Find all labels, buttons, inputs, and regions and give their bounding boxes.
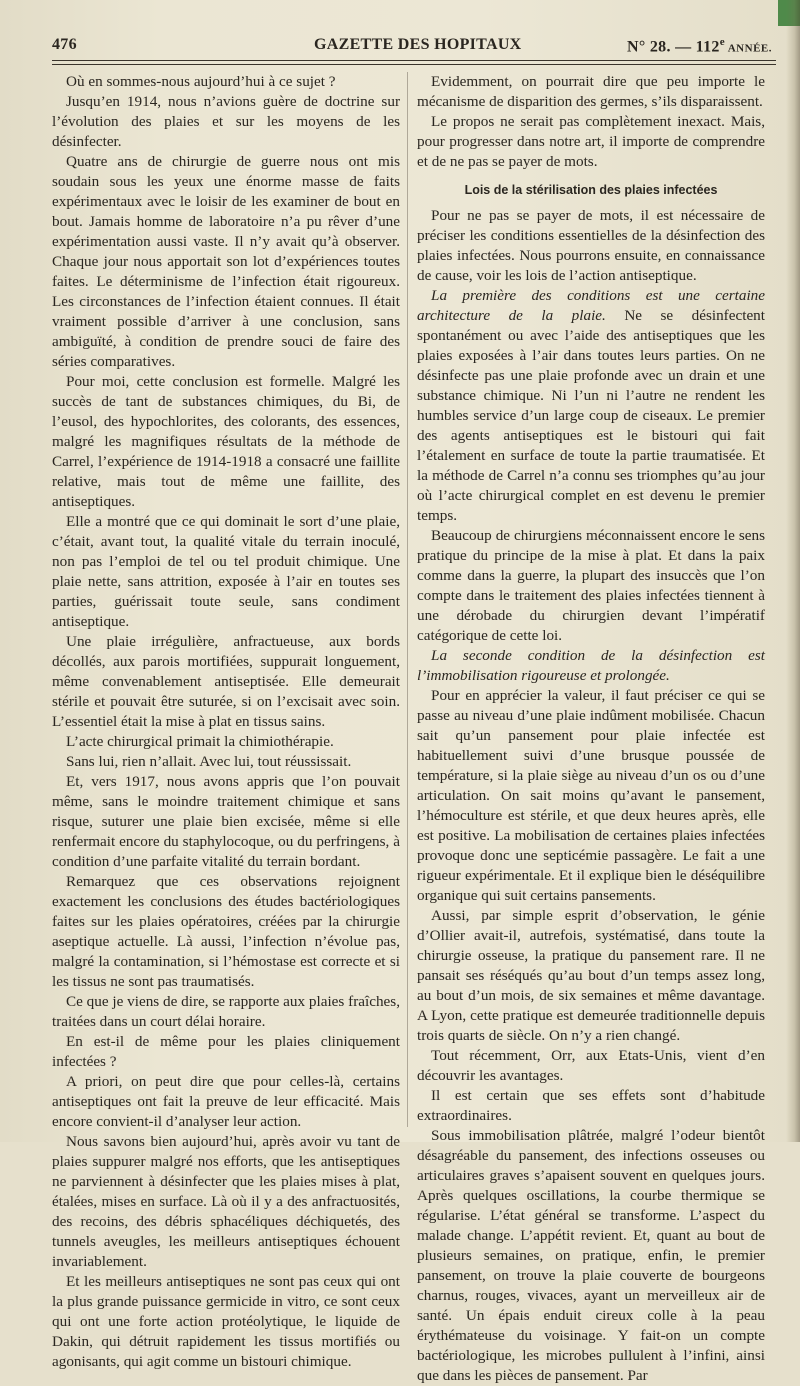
italic-emphasis: La première des conditions est une certaine architecture de la plaie. [417,287,765,324]
italic-emphasis: La seconde condition de la désinfection est l’immobilisation rigoureuse et prolongée. [417,647,765,684]
paragraph: Et les meilleurs antiseptiques ne sont pas ceux qui ont la plus grande puissance germicide in vitro, ce sont ceux qui ont une forte action protéolytique, le liquide de Dakin, qui détruit rapidement les tissus mortifiés ou agonisants, qui agit comme un bistouri chimique. [52,1273,400,1370]
issue-number [627,36,772,56]
paragraph: Elle a montré que ce qui dominait le sort d’une plaie, c’était, avant tout, la qualité vitale du terrain inoculé, non pas l’emploi de tel ou tel produit chimique. Une plaie nette, sans attrition, exposée à l’air en toutes ses parties, guérissait toute seule, sans condiment antiseptique. [52,513,400,630]
right-column [417,72,765,1386]
paragraph [417,286,765,526]
paragraph: Où en sommes-nous aujourd’hui à ce sujet ? [66,73,336,90]
paragraph: Jusqu’en 1914, nous n’avions guère de doctrine sur l’évolution des plaies et sur les moyens de les désinfecter. [52,93,400,150]
left-column [52,72,400,1372]
column-divider [407,72,408,1127]
header-rule-thick [52,60,776,61]
page-edge-shadow [786,0,800,1142]
paragraph: Remarquez que ces observations rejoignent exactement les conclusions des études bactériologiques faites sur les plaies opératoires, créées par la chirurgie aseptique actuelle. Là aussi, l’infection n’évolue pas, malgré la contamination, si l’hémostase est correcte et si les tissus ne sont pas traumatisés. [52,873,400,990]
paragraph: Une plaie irrégulière, anfractueuse, aux bords décollés, aux parois mortifiées, suppurait longuement, même convenablement antiseptisée. Elle demeurait stérile et pouvait être suturée, si on l’excisait avec soin. L’essentiel était la mise à plat en tissus sains. [52,633,400,730]
issue-year-label: ANNÉE. [725,42,772,55]
paragraph: En est-il de même pour les plaies cliniquement infectées ? [52,1033,400,1070]
paragraph: Et, vers 1917, nous avons appris que l’on pouvait même, sans le moindre traitement chimique et sans risque, suturer une plaie bien excisée, même si elle renfermait encore du staphylocoque, ou du perfringens, à condition d’une parfaite vitalité du terrain bordant. [52,773,400,870]
running-header [52,36,772,60]
paragraph: L’acte chirurgical primait la chimiothérapie. [66,733,334,750]
paragraph: Quatre ans de chirurgie de guerre nous ont mis soudain sous les yeux une énorme masse de faits expérimentaux avec le loisir de les examiner de bout en bout. Jamais homme de laboratoire n’a pu rêver d’une expérimentation aussi vaste. Il n’y avait qu’à observer. Chaque jour nous apportait son lot d’expériences toutes faites. Le déterminisme de l’infection était rigoureux. Les circonstances de l’infection étaient connues. Il était vraiment possible d’arriver à une conclusion, sans ambiguïté, à condition de prendre souci de faire des séries comparatives. [52,153,400,370]
paragraph: Beaucoup de chirurgiens méconnaissent encore le sens pratique du principe de la mise à plat. Et dans la paix comme dans la guerre, la plupart des insuccès que l’on compte dans le traitement des plaies infectées tiennent à une dérobade du chirurgien devant l’impératif catégorique de cette loi. [417,527,765,644]
paragraph [417,646,765,686]
paragraph: Le propos ne serait pas complètement inexact. Mais, pour progresser dans notre art, il importe de comprendre et de ne pas se payer de mots. [417,113,765,170]
paragraph: Sous immobilisation plâtrée, malgré l’odeur bientôt désagréable du pansement, des infections osseuses ou articulaires graves s’apaisent souvent en quelques jours. Après quelques oscillations, la courbe thermique se régularise. L’état général se transforme. L’aspect du malade change. L’appétit revient. Et, quant au bout de plusieurs semaines, on pratique, enfin, le premier pansement, on trouve la plaie couverte de bourgeons charnus, rouges, vivaces, ayant un merveilleux air de santé. Un épais enduit cireux colle à la peau érythémateuse du voisinage. Y fait-on un compte bactériologique, les microbes pullulent à l’infini, ainsi que dans les pièces de pansement. Par [417,1127,765,1384]
issue-number-suffix: e [719,36,726,48]
paragraph: Ce que je viens de dire, se rapporte aux plaies fraîches, traitées dans un court délai horaire. [52,993,400,1030]
paragraph: Sans lui, rien n’allait. Avec lui, tout réussissait. [66,753,352,770]
paragraph-text: Ne se désinfectent spontanément ou avec l’aide des antiseptiques que les plaies exposées à l’air dans toutes leurs parties. On ne désinfecte pas une plaie profonde avec un drain et une substance chimique. Ni l’un ni l’autre ne rendent les humbles service d’un large coup de ciseaux. Le premier des agents antiseptiques est le bistouri qui fait l’étalement en surface de toute la partie traumatisée. Et la méthode de Carrel n’a connu ses triomphes qu’au jour où l’acte chirurgical complet en est devenu le premier temps. [417,307,765,524]
paragraph: Pour moi, cette conclusion est formelle. Malgré les succès de tant de substances chimiques, du Bi, de l’eusol, des hypochlorites, des colorants, des essences, malgré les magnifiques résultats de la méthode de Carrel, l’expérience de 1914-1918 a consacré une faillite relative, mais tout de même une faillite, des antiseptiques. [52,373,400,510]
paragraph: Tout récemment, Orr, aux Etats-Unis, vient d’en découvrir les avantages. [417,1047,765,1084]
paragraph: Il est certain que ses effets sont d’habitude extraordinaires. [417,1087,765,1124]
section-heading: Lois de la stérilisation des plaies infectées [464,183,718,197]
paragraph: A priori, on peut dire que pour celles-là, certains antiseptiques ont fait la preuve de leur efficacité. Mais encore convient-il d’analyser leur action. [52,1073,400,1130]
paragraph: Pour ne pas se payer de mots, il est nécessaire de préciser les conditions essentielles de la désinfection des plaies infectées. Nous pourrons ensuite, en connaissance de cause, voir les lois de l’action antiseptique. [417,207,765,284]
journal-title: GAZETTE DES HOPITAUX [314,36,522,53]
paragraph: Nous savons bien aujourd’hui, après avoir vu tant de plaies suppurer malgré nos efforts, que les antiseptiques ne parviennent à désinfecter que les plaies mises à plat, étalées, mises en surface. Là où il y a des anfractuosités, des recoins, des débris sphacéliques déchiquetés, des tunnels aveugles, les meilleurs antiseptiques échouent invariablement. [52,1133,400,1270]
page-number: 476 [52,36,77,53]
issue-number-main: N° 28. — 112 [627,38,720,56]
paragraph: Pour en apprécier la valeur, il faut préciser ce qui se passe au niveau d’une plaie indûment mobilisée. Chacun sait qu’un pansement pour plaie infectée est habituellement suivi d’une brusque poussée de température, si la plaie siège au niveau d’un os ou d’une articulation. On sait moins qu’avant le pansement, l’hémoculture est stérile, et que deux heures après, elle est positive. La mobilisation de certaines plaies infectées provoque donc une septicémie passagère. Le fait a une rigueur expérimentale. Et il explique bien le déséquilibre organique qui suit certains pansements. [417,687,765,904]
paragraph: Aussi, par simple esprit d’observation, le génie d’Ollier avait-il, autrefois, systématisé, dans toute la chirurgie osseuse, la pratique du pansement rare. Il ne pansait ses réséqués qu’au bout d’un temps assez long, au bout d’un mois, de six semaines et même davantage. A Lyon, cette pratique est demeurée traditionnelle depuis trois quarts de siècle. On n’y a rien changé. [417,907,765,1044]
paragraph: Evidemment, on pourrait dire que peu importe le mécanisme de disparition des germes, s’ils disparaissent. [417,73,765,110]
header-rule-thin [52,64,776,65]
